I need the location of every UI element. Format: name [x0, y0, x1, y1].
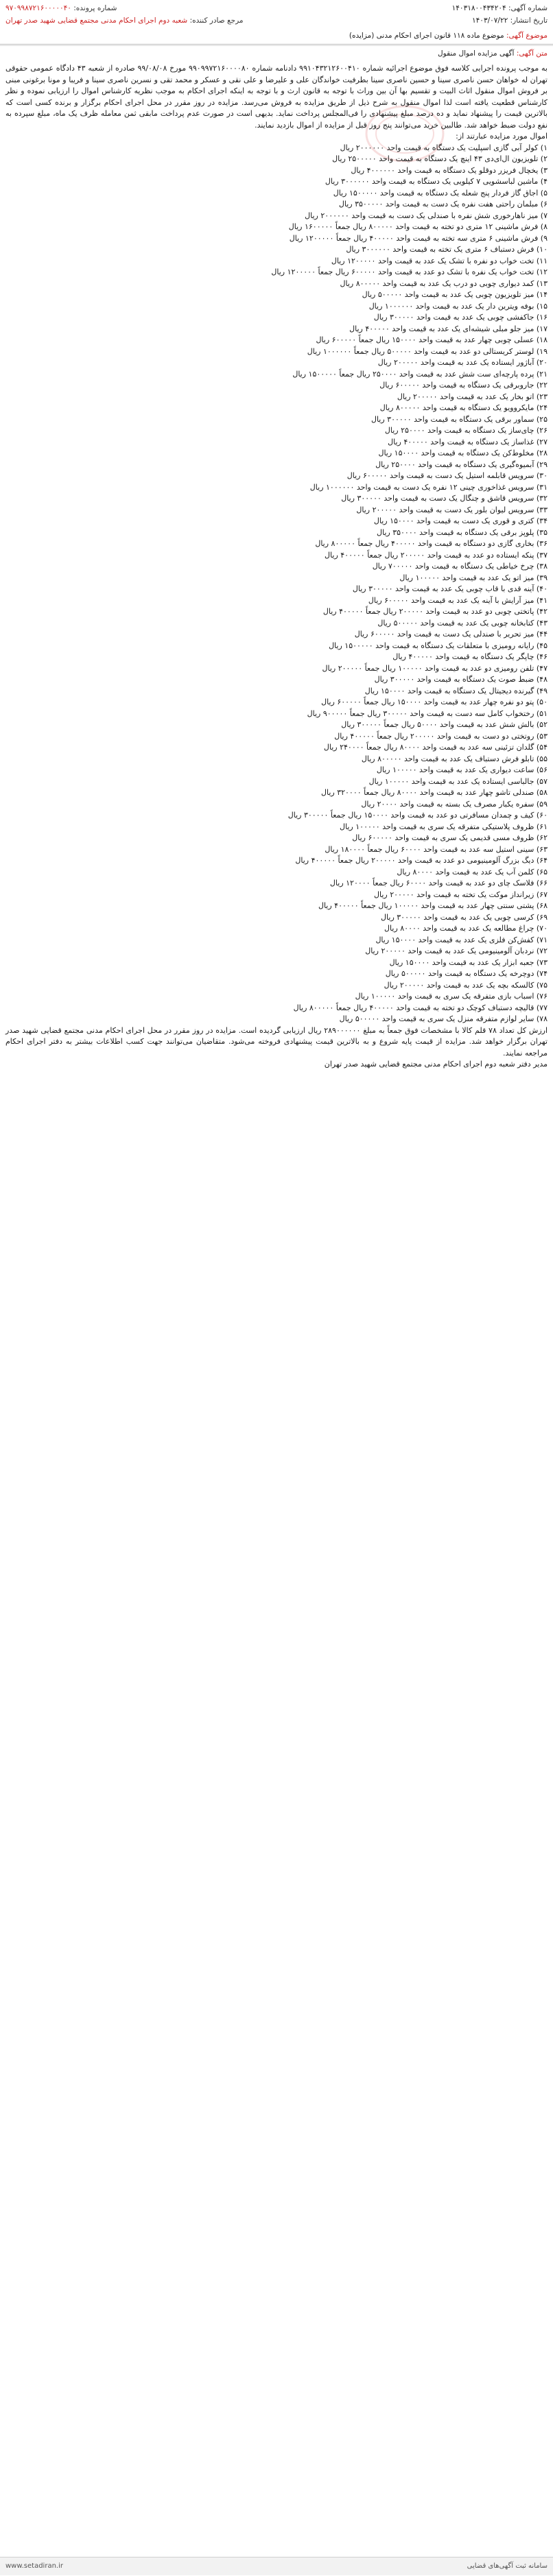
list-item: ۳) یخچال فریزر دوقلو یک دستگاه به قیمت واحد ۴۰۰۰۰۰۰ ریال	[351, 165, 548, 175]
list-item: ۵۴) گلدان تزئینی سه عدد به قیمت واحد ۸۰۰۰۰ ریال جمعاً ۲۴۰۰۰۰ ریال	[323, 743, 548, 752]
intro-paragraph: به موجب پرونده اجرایی کلاسه فوق موضوع اجرائیه شماره ۹۹۱۰۴۳۲۱۲۶۰۰۴۱۰ دادنامه شماره ۹۹۰۹۹۷۲۱۶۰۰۰۰۸۰ مورخ ۹۹/۰۸/۰۸ صادره از شعبه ۴۳ دادگاه عمومی حقوقی تهران له خواهان حسن ناصری سینا و حسین ناصری سینا بطرفیت خواندگان علی و علیرضا و علی نقی و عسکر و محمد تقی و نسرین ناصری سینا و فریبا و مونا برغونی مبنی بر فروش اموال منقول اثاث البیت و تقسیم بها آن بین وراث با توجه به قانون ارث و با توجه به اینکه اجرای احکام به موجب نظریه کارشناس اموال را ارزیابی نموده و نظر کارشناس قطعیت یافته است لذا اموال منقول به شرح ذیل از طریق مزایده به فروش می‌رسد. مزایده در روز مقرر در محل اجرای احکام برگزار و برنده کسی است که بالاترین قیمت را پیشنهاد نماید و ده درصد مبلغ پیشنهادی را فی‌المجلس پرداخت نماید. بدیهی است در صورت عدم پرداخت مابقی ثمن معامله ظرف یک ماه، مبلغ سپرده به نفع دولت ضبط خواهد شد. طالبین خرید می‌توانند پنج روز قبل از مزایده از اموال بازدید نمایند.	[5, 64, 548, 130]
list-item: ۴۰) آینه قدی با قاب چوبی یک عدد به قیمت واحد ۳۰۰۰۰۰ ریال	[352, 584, 548, 593]
list-item: ۴) ماشین لباسشویی ۷ کیلویی یک دستگاه به قیمت واحد ۳۰۰۰۰۰۰ ریال	[325, 177, 548, 186]
list-item: ۱۲) تخت خواب یک نفره با تشک دو عدد به قیمت واحد ۶۰۰۰۰۰ ریال جمعاً ۱۲۰۰۰۰۰ ریال	[271, 267, 548, 276]
list-item: ۳۵) پلوپز برقی یک دستگاه به قیمت واحد ۳۵۰۰۰۰ ریال	[376, 527, 548, 537]
list-item: ۱۰) فرش دستباف ۶ متری یک تخته به قیمت واحد ۳۰۰۰۰۰۰ ریال	[346, 245, 548, 254]
list-item: ۴۴) میز تحریر با صندلی یک دست به قیمت واحد ۶۰۰۰۰۰ ریال	[354, 630, 548, 639]
list-item: ۷۸) سایر لوازم متفرقه منزل یک سری به قیمت واحد ۵۰۰۰۰۰ ریال	[339, 1014, 548, 1023]
list-item: ۳۴) کتری و قوری یک دست به قیمت واحد ۱۵۰۰۰۰ ریال	[373, 516, 548, 525]
list-item: ۲۶) چای‌ساز یک دستگاه به قیمت واحد ۲۵۰۰۰۰ ریال	[384, 426, 548, 435]
list-item: ۴۷) تلفن رومیزی دو عدد به قیمت واحد ۱۰۰۰۰۰ ریال جمعاً ۲۰۰۰۰۰ ریال	[322, 663, 548, 673]
list-item: ۵۷) جالباسی ایستاده یک عدد به قیمت واحد ۱۰۰۰۰۰ ریال	[368, 776, 548, 786]
list-item: ۵۱) رختخواب کامل سه دست به قیمت واحد ۳۰۰۰۰۰ ریال جمعاً ۹۰۰۰۰۰ ریال	[307, 708, 548, 718]
ad-number-row	[452, 4, 548, 12]
list-item: ۱۶) جاکفشی چوبی یک عدد به قیمت واحد ۳۰۰۰۰۰ ریال	[373, 313, 548, 322]
list-item: ۲۹) آبمیوه‌گیری یک دستگاه به قیمت واحد ۲۵۰۰۰۰ ریال	[375, 460, 548, 469]
date-value: ۱۴۰۳/۰۷/۲۲	[472, 16, 508, 25]
ad-number-value: ۱۴۰۳۱۸۰۰۴۳۴۲۰۴	[451, 4, 506, 12]
list-item: ۵۳) روتختی دو دست به قیمت واحد ۲۰۰۰۰۰ ریال جمعاً ۴۰۰۰۰۰ ریال	[334, 731, 548, 741]
subject-value: موضوع ماده ۱۱۸ قانون اجرای احکام مدنی (مزایده)	[349, 32, 504, 40]
list-item: ۳۶) بخاری گازی دو دستگاه به قیمت واحد ۴۰۰۰۰۰ ریال جمعاً ۸۰۰۰۰۰ ریال	[315, 539, 548, 548]
case-row	[5, 4, 117, 12]
list-item: ۷۲) نردبان آلومینیومی یک عدد به قیمت واحد ۲۰۰۰۰۰ ریال	[365, 946, 548, 955]
items-intro: اموال مورد مزایده عبارتند از:	[456, 132, 548, 141]
list-item: ۴۹) گیرنده دیجیتال یک دستگاه به قیمت واحد ۱۵۰۰۰۰ ریال	[364, 686, 548, 695]
closing-paragraph: ارزش کل تعداد ۷۸ قلم کالا با مشخصات فوق جمعاً به مبلغ ۲۸۹۰۰۰۰۰۰ ریال ارزیابی گردیده است. مزایده در روز مقرر در محل اجرای احکام مدنی مجتمع قضایی شهید صدر تهران برگزار خواهد شد. مزایده از قیمت پایه شروع و به بالاترین قیمت پیشنهادی فروخته می‌شود. متقاضیان می‌توانند جهت کسب اطلاعات بیشتر به دفتر اجرای احکام مراجعه نمایند.	[5, 1025, 548, 1058]
list-item: ۱۳) کمد دیواری چوبی دو درب یک عدد به قیمت واحد ۸۰۰۰۰۰ ریال	[340, 278, 548, 288]
list-item: ۳۲) سرویس قاشق و چنگال یک دست به قیمت واحد ۳۰۰۰۰۰ ریال	[341, 494, 548, 503]
list-item: ۴۳) کتابخانه چوبی یک عدد به قیمت واحد ۵۰۰۰۰۰ ریال	[377, 618, 548, 628]
list-item: ۲۰) آباژور ایستاده یک عدد به قیمت واحد ۲۰۰۰۰۰ ریال	[377, 358, 548, 367]
list-item: ۸) فرش ماشینی ۱۲ متری دو تخته به قیمت واحد ۸۰۰۰۰۰ ریال جمعاً ۱۶۰۰۰۰۰ ریال	[288, 222, 548, 231]
list-item: ۴۱) میز آرایش با آینه یک عدد به قیمت واحد ۶۰۰۰۰۰ ریال	[368, 595, 548, 605]
date-row	[472, 16, 548, 25]
list-item: ۳۱) سرویس غذاخوری چینی ۱۲ نفره یک دست به قیمت واحد ۱۰۰۰۰۰۰ ریال	[309, 482, 548, 492]
subject-label: موضوع آگهی:	[506, 32, 548, 40]
list-item: ۵) اجاق گاز فردار پنج شعله یک دستگاه به قیمت واحد ۱۵۰۰۰۰۰ ریال	[333, 188, 548, 198]
list-item: ۳۳) سرویس لیوان بلور یک دست به قیمت واحد ۲۰۰۰۰۰ ریال	[356, 505, 548, 514]
list-item: ۱۴) میز تلویزیون چوبی یک عدد به قیمت واحد ۵۰۰۰۰۰ ریال	[362, 290, 548, 299]
footer-right: سامانه ثبت آگهی‌های قضایی	[467, 2562, 548, 2570]
list-item: ۵۶) ساعت دیواری یک عدد به قیمت واحد ۱۰۰۰۰۰ ریال	[376, 765, 548, 774]
issuer-label: مرجع صادر کننده:	[189, 16, 244, 25]
ad-number-label: شماره آگهی:	[508, 4, 548, 12]
footer-left: www.setadiran.ir	[5, 2562, 63, 2570]
date-label: تاریخ انتشار:	[510, 16, 548, 25]
list-item: ۶۲) ظروف مسی قدیمی یک سری به قیمت واحد ۶۰۰۰۰۰ ریال	[352, 833, 548, 842]
list-item: ۲۳) اتو بخار یک عدد به قیمت واحد ۲۰۰۰۰۰ ریال	[397, 392, 548, 401]
list-item: ۷۳) جعبه ابزار یک عدد به قیمت واحد ۱۵۰۰۰۰ ریال	[389, 957, 548, 967]
list-item: ۵۹) سفره یکبار مصرف یک بسته به قیمت واحد ۲۰۰۰۰ ریال	[361, 799, 548, 809]
issuer-row	[5, 16, 244, 25]
list-item: ۷۱) کفش‌کن فلزی یک عدد به قیمت واحد ۱۵۰۰۰۰ ریال	[375, 935, 548, 944]
list-item: ۲) تلویزیون ال‌ای‌دی ۴۳ اینچ یک دستگاه به قیمت واحد ۲۵۰۰۰۰۰ ریال	[332, 154, 548, 163]
list-item: ۶۸) پشتی سنتی چهار عدد به قیمت واحد ۱۰۰۰۰۰ ریال جمعاً ۴۰۰۰۰۰ ریال	[318, 901, 548, 910]
issuer-value: شعبه دوم اجرای احکام مدنی مجتمع قضایی شهید صدر تهران	[5, 16, 188, 25]
list-item: ۶۶) فلاسک چای دو عدد به قیمت واحد ۶۰۰۰۰ ریال جمعاً ۱۲۰۰۰۰ ریال	[329, 879, 548, 887]
list-item: ۲۱) پرده پارچه‌ای ست شش عدد به قیمت واحد ۲۵۰۰۰۰ ریال جمعاً ۱۵۰۰۰۰۰ ریال	[292, 369, 548, 379]
list-item: ۶۳) سینی استیل سه عدد به قیمت واحد ۶۰۰۰۰ ریال جمعاً ۱۸۰۰۰۰ ریال	[325, 844, 548, 854]
list-item: ۶۴) دیگ بزرگ آلومینیومی دو عدد به قیمت واحد ۲۰۰۰۰۰ ریال جمعاً ۴۰۰۰۰۰ ریال	[295, 856, 548, 865]
list-item: ۱) کولر آبی گازی اسپلیت یک دستگاه به قیمت واحد ۲۰۰۰۰۰۰ ریال	[340, 143, 548, 152]
list-item: ۴۸) ضبط صوت یک دستگاه به قیمت واحد ۳۰۰۰۰۰ ریال	[374, 675, 548, 684]
text-label-row	[438, 49, 548, 58]
list-item: ۷۵) کالسکه بچه یک عدد به قیمت واحد ۲۰۰۰۰۰ ریال	[384, 980, 548, 990]
list-item: ۳۷) پنکه ایستاده دو عدد به قیمت واحد ۲۰۰۰۰۰ ریال جمعاً ۴۰۰۰۰۰ ریال	[325, 550, 548, 560]
list-item: ۳۸) چرخ خیاطی یک دستگاه به قیمت واحد ۷۰۰۰۰۰ ریال	[372, 562, 548, 571]
items-list	[5, 143, 548, 1025]
list-item: ۷۶) اسباب بازی متفرقه یک سری به قیمت واحد ۱۰۰۰۰۰ ریال	[355, 992, 548, 1001]
list-item: ۶) مبلمان راحتی هفت نفره یک دست به قیمت واحد ۳۵۰۰۰۰۰ ریال	[338, 200, 548, 208]
list-item: ۶۱) ظروف پلاستیکی متفرقه یک سری به قیمت واحد ۱۰۰۰۰۰ ریال	[340, 822, 548, 831]
list-item: ۲۴) مایکروویو یک دستگاه به قیمت واحد ۸۰۰۰۰۰ ریال	[379, 403, 548, 412]
list-item: ۷) میز ناهارخوری شش نفره با صندلی یک دست به قیمت واحد ۲۰۰۰۰۰۰ ریال	[305, 211, 548, 220]
ad-header	[0, 0, 553, 46]
case-value: ۹۷۰۹۹۸۷۲۱۶۰۰۰۰۰۴۰	[5, 4, 71, 12]
list-item: ۱۱) تخت خواب دو نفره با تشک یک عدد به قیمت واحد ۱۲۰۰۰۰۰ ریال	[331, 256, 548, 265]
list-item: ۶۵) کلمن آب یک عدد به قیمت واحد ۸۰۰۰۰ ریال	[397, 867, 548, 876]
list-item: ۷۰) چراغ مطالعه یک عدد به قیمت واحد ۸۰۰۰۰ ریال	[384, 924, 548, 933]
list-item: ۷۷) قالیچه دستباف کوچک دو تخته به قیمت واحد ۴۰۰۰۰۰ ریال جمعاً ۸۰۰۰۰۰ ریال	[293, 1003, 548, 1012]
list-item: ۴۲) پاتختی چوبی دو عدد به قیمت واحد ۲۰۰۰۰۰ ریال جمعاً ۴۰۰۰۰۰ ریال	[322, 607, 548, 616]
list-item: ۱۵) بوفه ویترین دار یک عدد به قیمت واحد ۱۰۰۰۰۰۰ ریال	[368, 301, 548, 311]
page-footer	[0, 2557, 553, 2575]
text-title: آگهی مزایده اموال منقول	[438, 49, 515, 58]
list-item: ۱۷) میز جلو مبلی شیشه‌ای یک عدد به قیمت واحد ۴۰۰۰۰۰ ریال	[349, 324, 548, 333]
list-item: ۲۲) جاروبرقی یک دستگاه به قیمت واحد ۶۰۰۰۰۰ ریال	[379, 381, 548, 390]
list-item: ۲۷) غذاساز یک دستگاه به قیمت واحد ۴۰۰۰۰۰ ریال	[388, 437, 548, 446]
list-item: ۴۵) رایانه رومیزی با متعلقات یک دستگاه به قیمت واحد ۱۵۰۰۰۰۰ ریال	[329, 641, 548, 650]
list-item: ۶۷) زیرانداز موکت یک تخته به قیمت واحد ۲۰۰۰۰۰ ریال	[373, 890, 548, 899]
subject-row	[349, 32, 548, 40]
list-item: ۵۲) بالش شش عدد به قیمت واحد ۵۰۰۰۰ ریال جمعاً ۳۰۰۰۰۰ ریال	[341, 720, 548, 729]
signature: مدیر دفتر شعبه دوم اجرای احکام مدنی مجتمع قضایی شهید صدر تهران	[324, 1060, 548, 1069]
case-label: شماره پرونده:	[73, 4, 117, 12]
list-item: ۶۰) کیف و چمدان مسافرتی دو عدد به قیمت واحد ۱۵۰۰۰۰ ریال جمعاً ۳۰۰۰۰۰ ریال	[287, 811, 548, 820]
list-item: ۵۸) صندلی تاشو چهار عدد به قیمت واحد ۸۰۰۰۰ ریال جمعاً ۳۲۰۰۰۰ ریال	[320, 788, 548, 797]
list-item: ۲۸) مخلوط‌کن یک دستگاه به قیمت واحد ۱۵۰۰۰۰ ریال	[378, 449, 548, 457]
list-item: ۵۵) تابلو فرش دستباف یک عدد به قیمت واحد ۸۰۰۰۰۰ ریال	[361, 754, 548, 763]
list-item: ۷۴) دوچرخه یک دستگاه به قیمت واحد ۵۰۰۰۰۰ ریال	[385, 969, 548, 978]
list-item: ۶۹) کرسی چوبی یک عدد به قیمت واحد ۳۰۰۰۰۰ ریال	[381, 912, 548, 922]
header-divider	[0, 44, 553, 45]
list-item: ۱۸) عسلی چوبی چهار عدد به قیمت واحد ۱۵۰۰۰۰ ریال جمعاً ۶۰۰۰۰۰ ریال	[316, 335, 548, 344]
list-item: ۱۹) لوستر کریستالی دو عدد به قیمت واحد ۵۰۰۰۰۰ ریال جمعاً ۱۰۰۰۰۰۰ ریال	[307, 346, 548, 356]
list-item: ۴۶) چاپگر یک دستگاه به قیمت واحد ۴۰۰۰۰۰ ریال	[392, 652, 548, 661]
list-item: ۳۰) سرویس قابلمه استیل یک دست به قیمت واحد ۶۰۰۰۰۰ ریال	[346, 471, 548, 480]
list-item: ۵۰) پتو دو نفره چهار عدد به قیمت واحد ۱۵۰۰۰۰ ریال جمعاً ۶۰۰۰۰۰ ریال	[321, 697, 548, 706]
list-item: ۲۵) سماور برقی یک دستگاه به قیمت واحد ۳۰۰۰۰۰ ریال	[370, 414, 548, 424]
list-item: ۹) فرش ماشینی ۶ متری سه تخته به قیمت واحد ۴۰۰۰۰۰ ریال جمعاً ۱۲۰۰۰۰۰ ریال	[289, 233, 548, 243]
list-item: ۳۹) میز اتو یک عدد به قیمت واحد ۱۰۰۰۰۰ ریال	[399, 573, 548, 582]
text-label: متن آگهی:	[516, 49, 548, 58]
ad-body	[5, 63, 548, 1071]
